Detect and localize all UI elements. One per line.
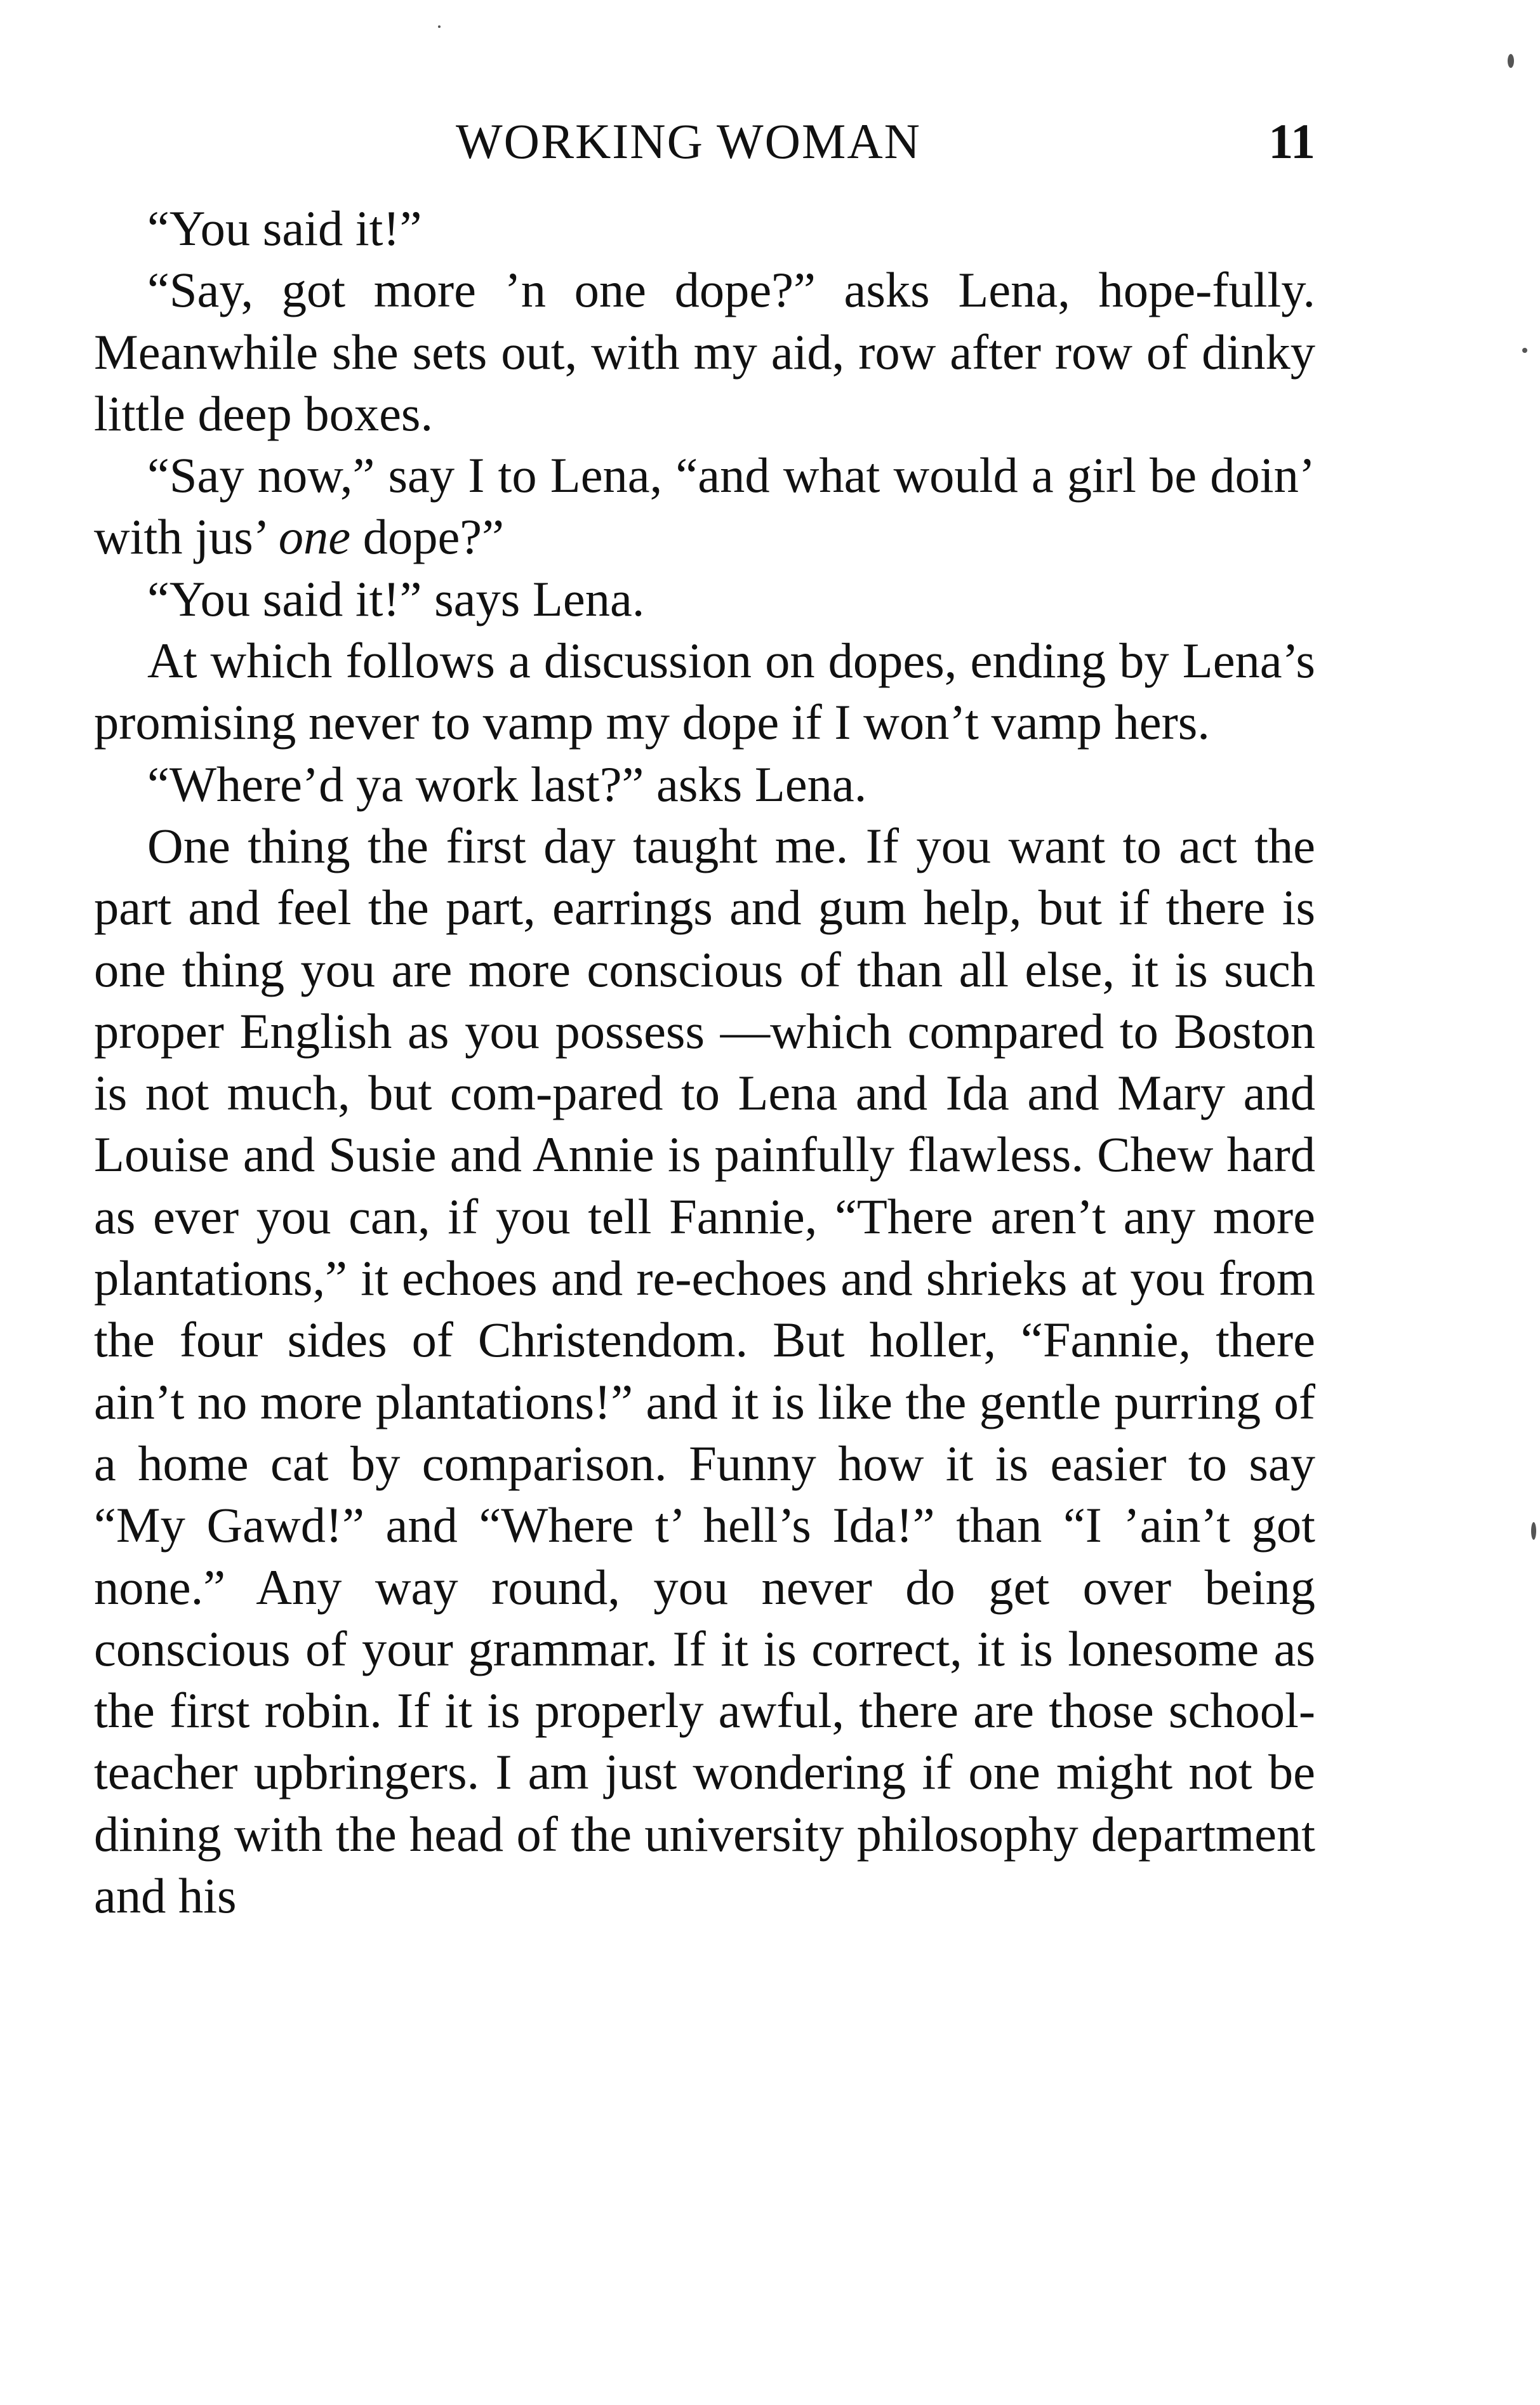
body-text xyxy=(94,197,1315,1926)
paragraph-where-work-last: “Where’d ya work last?” asks Lena. xyxy=(147,756,867,812)
running-title: WORKING WOMAN xyxy=(456,114,921,169)
paper-speck xyxy=(1522,348,1527,353)
paragraph-say-now xyxy=(94,444,1315,568)
paragraph-say-now-before: “Say now,” say I to Lena, “and what would a girl be doin’ with jus’ xyxy=(94,447,1315,565)
running-head xyxy=(94,107,1315,176)
paragraph-first-day-taught: One thing the first day taught me. If you want to act the part and feel the part, earrings and gum help, but if there is one thing you are more conscious of than all else, it is such proper English as you possess —which compared to Boston is not much, but com-pared to Lena and Ida and Mary and Louise and Susie and Annie is painfully flawless. Chew hard as ever you can, if you tell Fannie, “There aren’t any more plantations,” it echoes and re-echoes and shrieks at you from the four sides of Christendom. But holler, “Fannie, there ain’t no more plantations!” and it is like the gentle purring of a home cat by comparison. Funny how it is easier to say “My Gawd!” and “Where t’ hell’s Ida!” than “I ’ain’t got none.” Any way round, you never do get over being conscious of your grammar. If it is correct, it is lonesome as the first robin. If it is properly awful, there are those school-teacher upbringers. I am just wondering if one might not be dining with the head of the university philosophy department and his xyxy=(94,818,1315,1924)
paragraph-says-lena: “You said it!” says Lena. xyxy=(147,571,645,626)
paper-speck xyxy=(1531,1522,1536,1540)
paper-speck xyxy=(1508,54,1514,68)
paragraph-you-said-it: “You said it!” xyxy=(147,201,422,256)
emphasized-word-one: one xyxy=(278,509,351,565)
page-number: 11 xyxy=(1268,114,1315,169)
paragraph-more-than-one-dope: “Say, got more ’n one dope?” asks Lena, hope-fully. Meanwhile she sets out, with my aid, row after row of dinky little deep boxes. xyxy=(94,262,1315,441)
paragraph-discussion-on-dopes: At which follows a discussion on dopes, ending by Lena’s promising never to vamp my dope if I won’t vamp hers. xyxy=(94,633,1315,750)
paper-speck xyxy=(438,25,441,28)
paragraph-say-now-after: dope?” xyxy=(350,509,504,565)
